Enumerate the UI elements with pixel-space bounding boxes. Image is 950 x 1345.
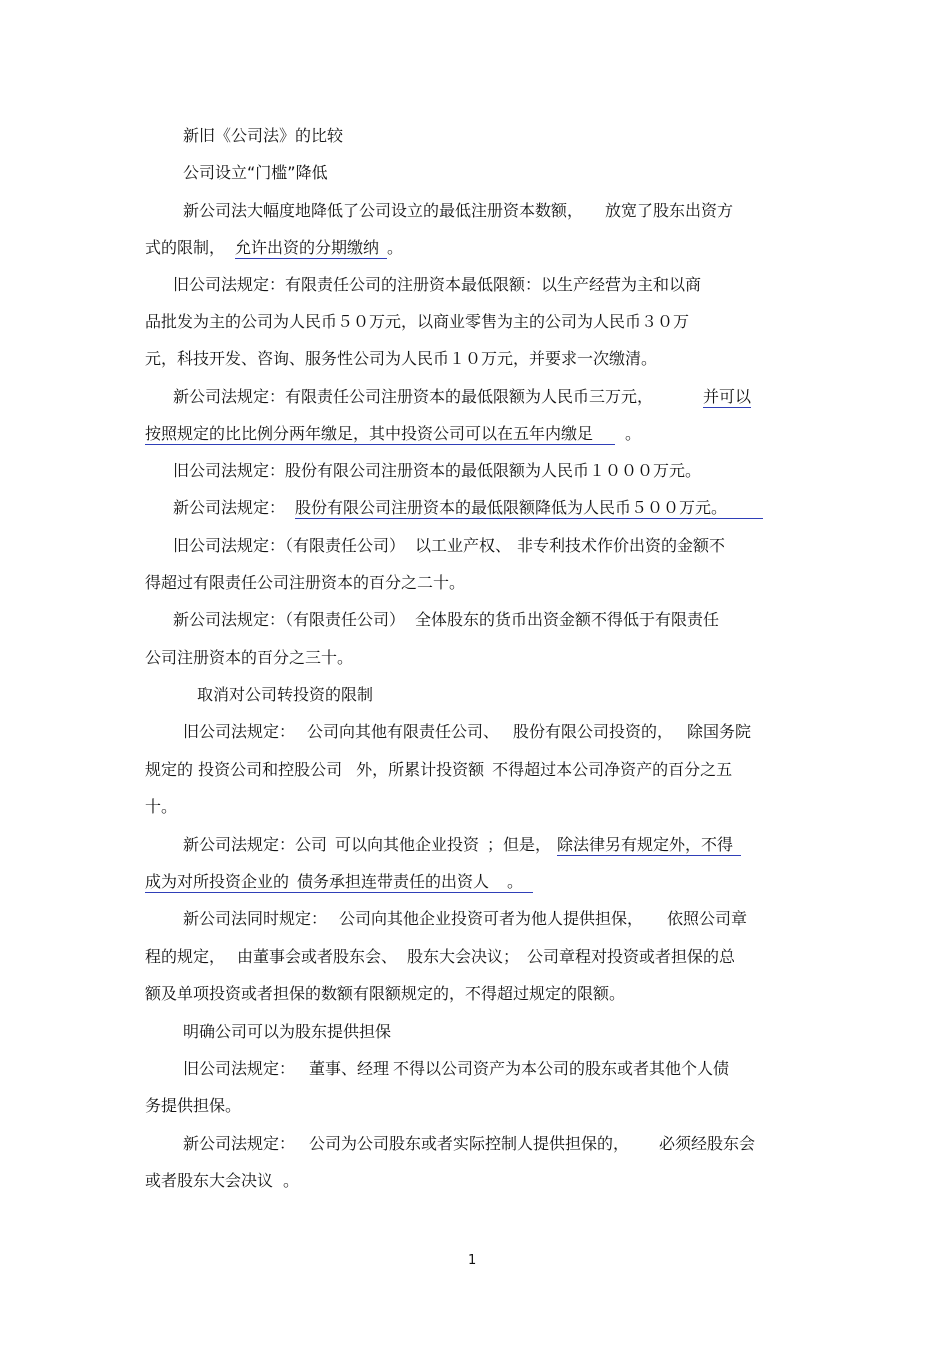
underlined-text: 按照规定的比比例分两年缴足，其中投资公司可以在五年内缴足: [145, 424, 615, 445]
section-heading-3: 明确公司可以为股东提供担保: [183, 1022, 392, 1041]
paragraph-12-line-2: [145, 1171, 299, 1191]
text-span: 成为对所投资企业的: [145, 872, 290, 891]
underlined-text: 股份有限公司注册资本的最低限额降低为人民币５００万元。: [295, 498, 763, 519]
paragraph-9-line-1: [183, 835, 741, 855]
text-span: 必须经股东会: [659, 1134, 756, 1153]
paragraph-8-line-3: 十。: [145, 797, 178, 816]
paragraph-1-line-2: [145, 238, 403, 258]
text-span: 。: [625, 424, 642, 443]
text-span: ；但是，: [487, 835, 552, 854]
document-title: 新旧《公司法》的比较: [183, 126, 344, 145]
text-span: 公司向其他企业投资可者为他人提供担保，: [339, 909, 644, 928]
text-span: 程的规定，: [145, 947, 226, 966]
underlined-text: 允许出资的分期缴纳: [235, 238, 387, 259]
paragraph-10-line-3: 额及单项投资或者担保的数额有限额规定的，不得超过规定的限额。: [145, 984, 626, 1003]
text-span: 非专利技术作价出资的金额不: [517, 536, 726, 555]
paragraph-1-line-1: [183, 201, 733, 221]
page-number: 1: [468, 1253, 477, 1268]
paragraph-3-line-1: [173, 387, 751, 407]
text-span: 。: [283, 1171, 300, 1190]
text-span: 董事、经理: [309, 1059, 390, 1078]
text-span: 依照公司章: [667, 909, 748, 928]
section-heading-1: 公司设立“门槛”降低: [183, 163, 328, 182]
paragraph-6-line-1: [173, 536, 725, 556]
text-span: 放宽了股东出资方: [605, 201, 734, 220]
text-span: 不得超过本公司净资产的百分之五: [492, 760, 733, 779]
paragraph-2-line-1: 旧公司法规定：有限责任公司的注册资本最低限额：以生产经营为主和以商: [173, 275, 702, 294]
text-span: 可以向其他企业投资: [335, 835, 480, 854]
paragraph-10-line-2: [145, 947, 735, 967]
text-span: 新公司法大幅度地降低了公司设立的最低注册资本数额，: [183, 201, 584, 220]
paragraph-8-line-1: [183, 722, 751, 742]
paragraph-5: [173, 498, 763, 518]
text-span: 旧公司法规定：: [183, 722, 296, 741]
paragraph-12-line-1: [183, 1134, 755, 1154]
paragraph-6-line-2: 得超过有限责任公司注册资本的百分之二十。: [145, 573, 466, 592]
text-span: 公司为公司股东或者实际控制人提供担保的，: [309, 1134, 630, 1153]
text-span: 以工业产权、: [415, 536, 512, 555]
paragraph-2-line-3: 元，科技开发、咨询、服务性公司为人民币１０万元，并要求一次缴清。: [145, 349, 658, 368]
section-heading-2: 取消对公司转投资的限制: [197, 685, 374, 704]
paragraph-3-line-2: [145, 424, 641, 444]
text-span: 旧公司法规定：（有限责任公司）: [173, 536, 406, 555]
text-span: 式的限制，: [145, 238, 226, 257]
text-span: 新公司法规定：公司: [183, 835, 328, 854]
paragraph-10-line-1: [183, 909, 747, 929]
text-span: 债务承担连带责任的出资人: [297, 872, 490, 891]
text-span: 新公司法规定：: [183, 1134, 296, 1153]
text-span: 或者股东大会决议: [145, 1171, 274, 1190]
text-span: 新公司法规定：: [173, 498, 286, 517]
paragraph-9-line-2: [145, 872, 533, 892]
text-span: 公司章程对投资或者担保的总: [527, 947, 736, 966]
text-span: 旧公司法规定：: [183, 1059, 296, 1078]
paragraph-7-line-2: 公司注册资本的百分之三十。: [145, 648, 354, 667]
underlined-text: 并可以: [703, 387, 752, 406]
text-span: 新公司法规定：（有限责任公司）: [173, 610, 406, 629]
text-span: 新公司法同时规定：: [183, 909, 328, 928]
paragraph-4: 旧公司法规定：股份有限公司注册资本的最低限额为人民币１０００万元。: [173, 461, 702, 480]
text-span: 不得以公司资产为本公司的股东或者其他个人债: [393, 1059, 730, 1078]
text-span: 由董事会或者股东会、: [237, 947, 398, 966]
paragraph-11-line-1: [183, 1059, 729, 1079]
text-span: 全体股东的货币出资金额不得低于有限责任: [415, 610, 720, 629]
paragraph-7-line-1: [173, 610, 719, 630]
paragraph-11-line-2: 务提供担保。: [145, 1096, 242, 1115]
underlined-text: 除法律另有规定外，不得: [557, 835, 741, 856]
text-span: 公司向其他有限责任公司、: [307, 722, 500, 741]
text-span: 。: [507, 872, 524, 891]
text-span: 规定的 投资公司和控股公司: [145, 760, 343, 779]
paragraph-2-line-2: 品批发为主的公司为人民币５０万元，以商业零售为主的公司为人民币３０万: [145, 312, 690, 331]
text-span: 外，所累计投资额: [356, 760, 485, 779]
underlined-text: [145, 872, 533, 893]
text-span: 股东大会决议；: [407, 947, 520, 966]
text-span: 股份有限公司投资的，: [513, 722, 674, 741]
paragraph-8-line-2: [145, 760, 732, 780]
text-span: 。: [387, 238, 404, 257]
text-span: 除国务院: [687, 722, 752, 741]
text-span: 新公司法规定：有限责任公司注册资本的最低限额为人民币三万元，: [173, 387, 654, 406]
